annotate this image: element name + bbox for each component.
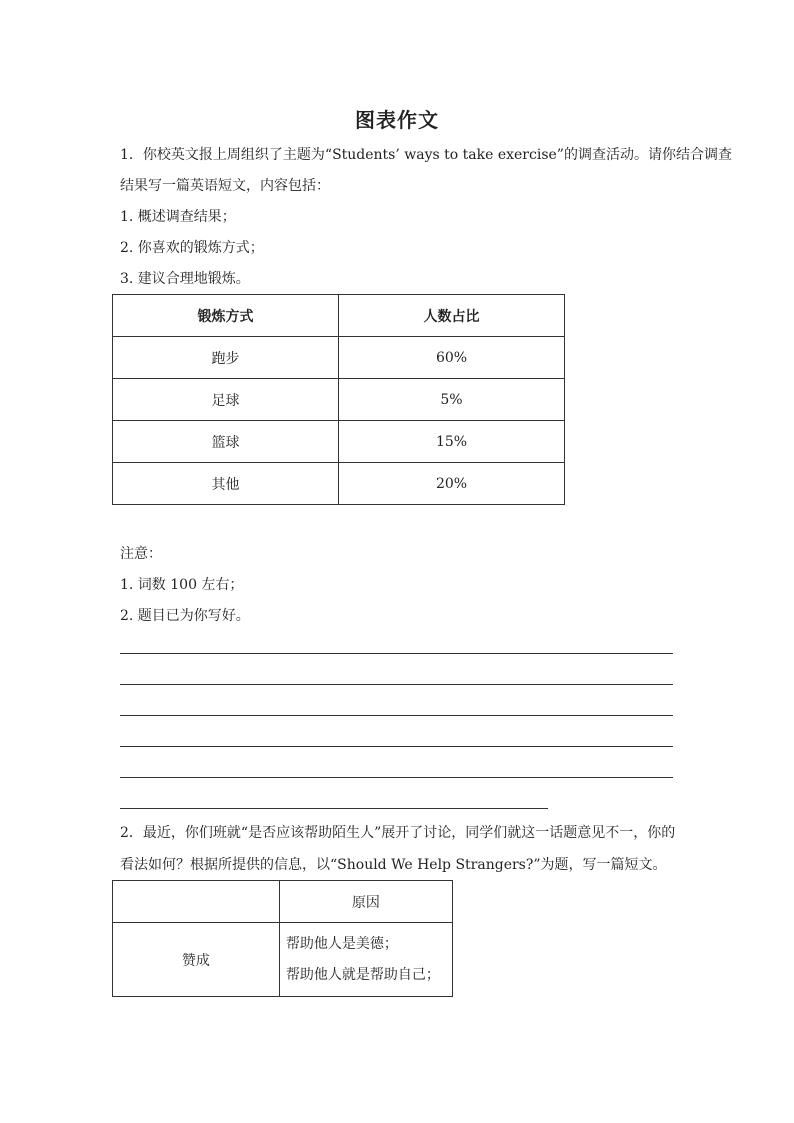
q1-requirement-1: 1. 概述调查结果； <box>120 209 236 225</box>
table-header-row <box>113 881 453 923</box>
writing-line <box>120 684 673 685</box>
page-title: 图表作文 <box>355 108 439 132</box>
table-cell-stance: 赞成 <box>113 923 280 997</box>
opinion-table <box>112 880 453 997</box>
table-cell-method: 其他 <box>113 463 339 505</box>
table-cell-percent: 60% <box>339 337 565 379</box>
writing-line <box>120 746 673 747</box>
table-row <box>113 421 565 463</box>
reason-item: 帮助他人是美德； <box>285 935 398 952</box>
table-cell-reasons <box>279 923 452 997</box>
writing-line <box>120 777 673 778</box>
table-cell-percent: 15% <box>339 421 565 463</box>
table-cell-method: 足球 <box>113 379 339 421</box>
q1-prompt-line-1: 1．你校英文报上周组织了主题为“Students’ ways to take exercise”的调查活动。请你结合调查 <box>120 147 732 163</box>
q1-requirement-2: 2. 你喜欢的锻炼方式； <box>120 240 264 256</box>
table-header-cell: 锻炼方式 <box>113 295 339 337</box>
writing-line <box>120 715 673 716</box>
q1-prompt-line-2: 结果写一篇英语短文，内容包括： <box>120 178 330 194</box>
reason-item: 帮助他人就是帮助自己； <box>285 966 440 983</box>
table-cell-method: 跑步 <box>113 337 339 379</box>
table-row <box>113 463 565 505</box>
q1-requirement-3: 3. 建议合理地锻炼。 <box>120 271 250 287</box>
table-cell-percent: 20% <box>339 463 565 505</box>
writing-line <box>120 808 548 809</box>
table-cell-percent: 5% <box>339 379 565 421</box>
q2-prompt-line-2: 看法如何？根据所提供的信息，以“Should We Help Strangers?”为题，写一篇短文。 <box>120 857 667 873</box>
survey-table <box>112 294 565 505</box>
table-header-cell-empty <box>113 881 280 923</box>
table-header-row <box>113 295 565 337</box>
note-1: 1. 词数 100 左右； <box>120 577 244 593</box>
table-header-cell-reason: 原因 <box>279 881 452 923</box>
table-cell-method: 篮球 <box>113 421 339 463</box>
table-header-cell: 人数占比 <box>339 295 565 337</box>
table-row <box>113 337 565 379</box>
notes-label: 注意： <box>120 546 162 562</box>
table-row <box>113 379 565 421</box>
note-2: 2. 题目已为你写好。 <box>120 608 250 624</box>
writing-line <box>120 653 673 654</box>
q2-prompt-line-1: 2．最近，你们班就“是否应该帮助陌生人”展开了讨论，同学们就这一话题意见不一，你的 <box>120 825 676 841</box>
table-row <box>113 923 453 997</box>
